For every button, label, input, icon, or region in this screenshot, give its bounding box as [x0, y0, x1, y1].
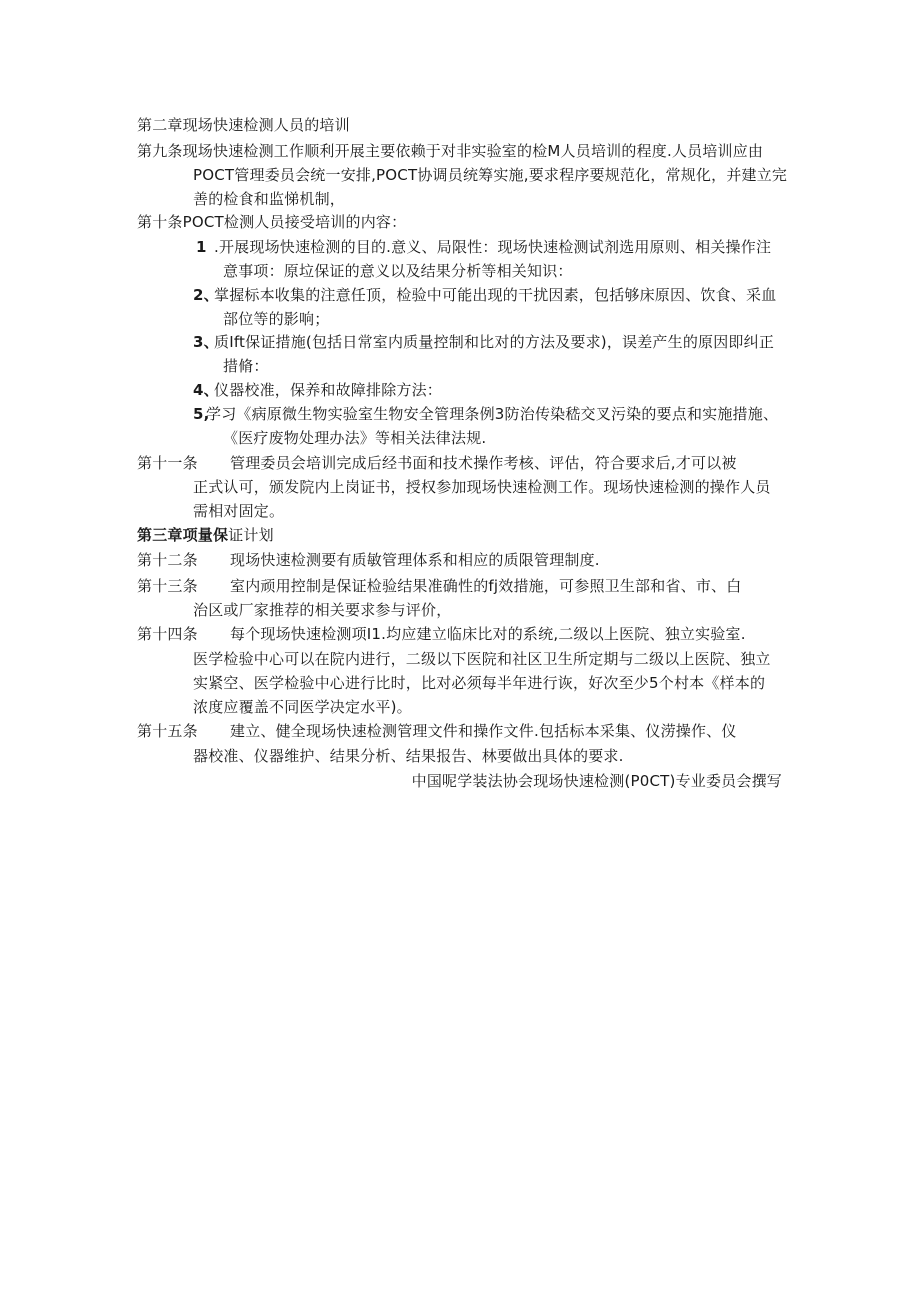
item-5-line-1: 学习《病原微生物实验室生物安全管理条例3防治传染嵇交叉污染的要点和实施措施、	[206, 405, 779, 423]
article-11-line-2: 正式认可，颁发院内上岗证书，授权参加现场快速检测工作。现场快速检测的操作人员	[193, 478, 771, 496]
chapter-3-title-rest: 证计划	[228, 526, 274, 544]
article-14-line-3: 实紧空、医学检验中心进行比时，比对必须每半年进行诙，好次至少5个村本《样本的	[193, 674, 766, 692]
item-1-line-2: 意事项：原垃保证的意义以及结果分析等相关知识：	[223, 262, 573, 280]
article-11-line-1: 管理委员会培训完成后经书面和技术操作考核、评估，符合要求后,才可以被	[230, 454, 737, 472]
article-15-line-1: 建立、健全现场快速检测管理文件和操作文件.包括标本采集、仪涝操作、仪	[230, 722, 737, 740]
article-15-label: 第十五条	[137, 722, 198, 740]
article-11-label: 第十一条	[137, 454, 198, 472]
article-9-line-2: POCT管理委员会统一安排,POCT协调员统筹实施,要求程序要规范化，常规化，并建立完	[193, 166, 788, 184]
item-4-number: 4、	[193, 381, 219, 399]
article-9-line-1: 第九条现场快速检测工作顺利开展主要依赖于对非实验室的检M人员培训的程度.人员培训应由	[137, 142, 764, 160]
item-5-line-2: 《医疗废物处理办法》等相关法律法规.	[223, 429, 487, 447]
item-3-line-1: 质Ift保证措施(包括日常室内质量控制和比对的方法及要求)，误差产生的原因即纠正	[214, 333, 775, 351]
article-13-line-2: 治区或厂家推荐的相关要求参与评价，	[193, 601, 452, 619]
item-2-line-1: 掌握标本收集的注意任顶，检验中可能出现的干扰因素，包括够床原因、饮食、采血	[214, 286, 777, 304]
article-9-line-3: 善的检食和监悌机制，	[193, 190, 346, 208]
item-1-line-1: .开展现场快速检测的目的.意义、局限性：现场快速检测试剂选用原则、相关操作注	[214, 238, 772, 256]
item-2-line-2: 部位等的影响；	[223, 310, 330, 328]
chapter-3-title	[137, 524, 274, 546]
article-11-line-3: 需相对固定。	[193, 502, 285, 520]
chapter-3-title-bold: 第三章项量保	[137, 526, 229, 544]
article-12-line-1: 现场快速检测要有质敏管理体系和相应的质限管理制度.	[230, 551, 600, 569]
article-13-line-1: 室内顽用控制是保证检验结果准确性的fj效措施，可参照卫生部和省、市、白	[230, 577, 742, 595]
article-14-line-1: 每个现场快速检测项I1.均应建立临床比对的系统,二级以上医院、独立实验室.	[230, 625, 746, 643]
item-5-number: 5,	[193, 405, 210, 423]
item-2-number: 2、	[193, 286, 219, 304]
item-1-number: 1	[196, 238, 207, 256]
article-14-label: 第十四条	[137, 625, 198, 643]
article-14-line-2: 医学检验中心可以在院内进行，二级以下医院和社区卫生所定期与二级以上医院、独立	[193, 650, 771, 668]
article-14-line-4: 浓度应覆盖不同医学决定水平)。	[193, 698, 412, 716]
item-3-number: 3、	[193, 333, 219, 351]
chapter-2-title: 第二章现场快速检测人员的培训	[137, 116, 350, 134]
article-13-label: 第十三条	[137, 577, 198, 595]
article-10-title: 第十条POCT检测人员接受培训的内容：	[137, 213, 407, 231]
article-12-label: 第十二条	[137, 551, 198, 569]
item-3-line-2: 措脩：	[223, 357, 269, 375]
author-signature: 中国呢学装法协会现场快速检测(P0CT)专业委员会撰写	[411, 772, 782, 790]
item-4-line-1: 仪器校准，保养和故障排除方法：	[214, 381, 443, 399]
article-15-line-2: 器校准、仪器维护、结果分析、结果报告、林要做出具体的要求.	[193, 747, 624, 765]
